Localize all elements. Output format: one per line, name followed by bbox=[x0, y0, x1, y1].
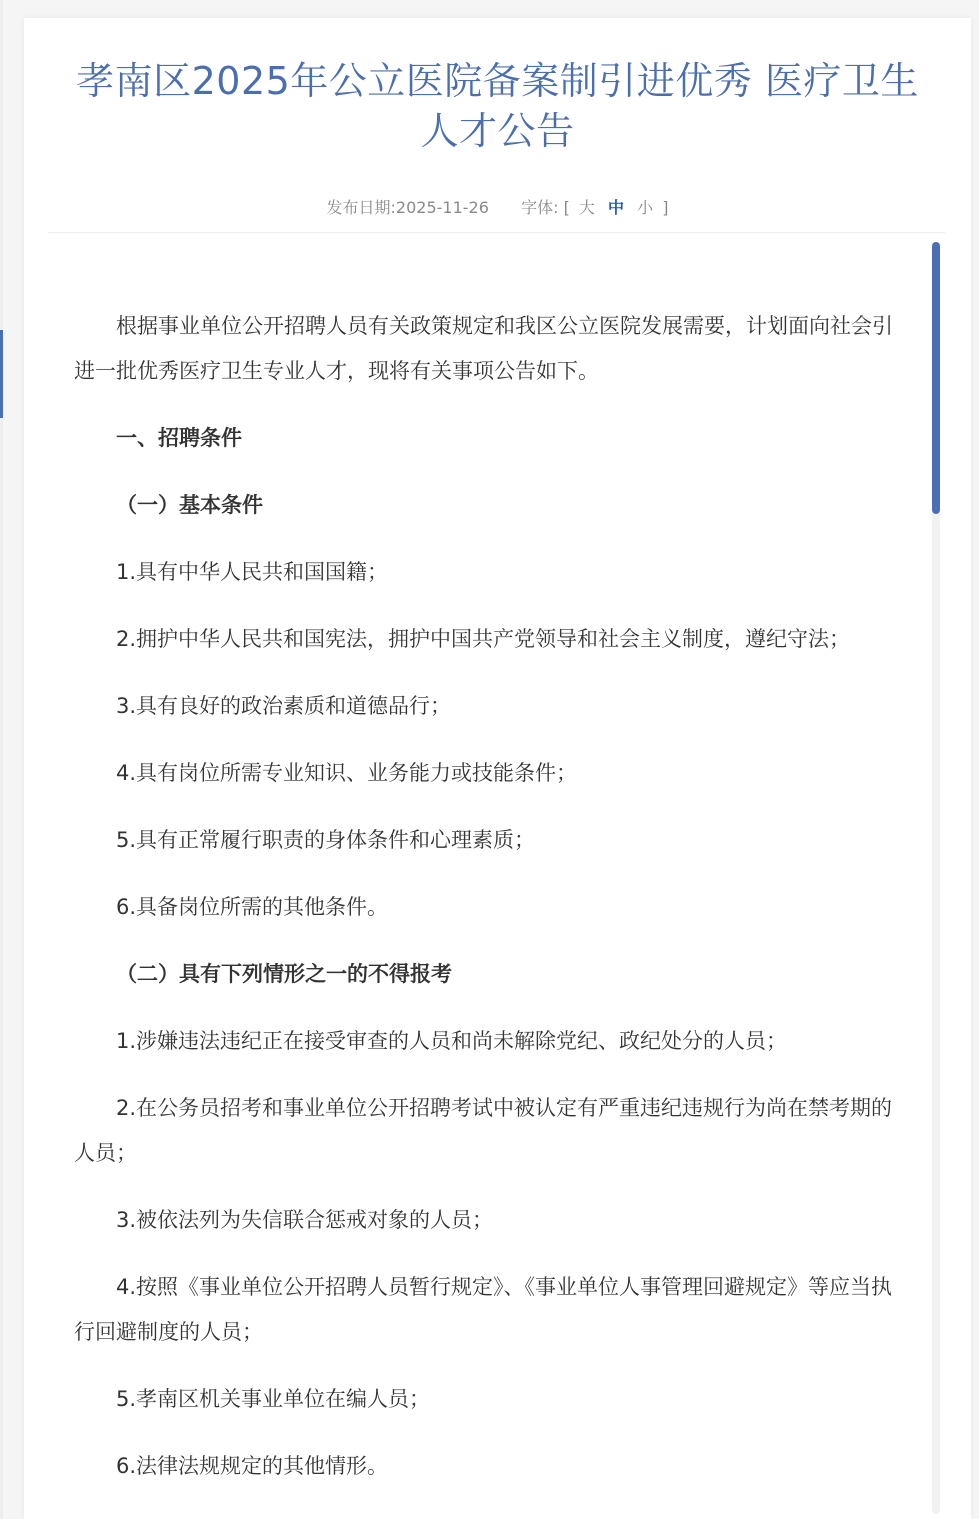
list-item: 1.涉嫌违法违纪正在接受审查的人员和尚未解除党纪、政纪处分的人员； bbox=[116, 1029, 788, 1053]
list-item: 2.拥护中华人民共和国宪法，拥护中国共产党领导和社会主义制度，遵纪守法； bbox=[116, 627, 851, 651]
article-card bbox=[24, 18, 971, 1519]
left-edge-strip bbox=[0, 0, 3, 1519]
font-size-small-button[interactable]: 小 bbox=[637, 198, 654, 217]
publish-date: 2025-11-26 bbox=[395, 198, 489, 217]
list-item: 5.孝南区机关事业单位在编人员； bbox=[116, 1387, 431, 1411]
font-bracket-open: [ bbox=[563, 198, 570, 217]
article-meta bbox=[24, 196, 971, 220]
list-item: 3.被依法列为失信联合惩戒对象的人员； bbox=[116, 1208, 494, 1232]
section-heading: 一、招聘条件 bbox=[116, 426, 242, 450]
header-divider bbox=[48, 232, 945, 233]
article-body bbox=[74, 304, 899, 1489]
scrollbar-thumb[interactable] bbox=[932, 242, 940, 514]
list-item: 4.具有岗位所需专业知识、业务能力或技能条件； bbox=[116, 761, 578, 785]
subsection-heading: （二）具有下列情形之一的不得报考 bbox=[116, 962, 452, 986]
list-item: 6.法律法规规定的其他情形。 bbox=[116, 1454, 389, 1478]
subsection-heading: （一）基本条件 bbox=[116, 493, 263, 517]
publish-date-label: 发布日期: bbox=[326, 198, 396, 217]
list-item: 1.具有中华人民共和国国籍； bbox=[116, 560, 389, 584]
font-size-medium-button[interactable]: 中 bbox=[608, 198, 625, 217]
list-item: 3.具有良好的政治素质和道德品行； bbox=[116, 694, 452, 718]
article-title: 孝南区2025年公立医院备案制引进优秀 医疗卫生人才公告 bbox=[76, 59, 919, 153]
list-item: 5.具有正常履行职责的身体条件和心理素质； bbox=[116, 828, 536, 852]
left-edge-indicator bbox=[0, 330, 3, 418]
list-item: 2.在公务员招考和事业单位公开招聘考试中被认定有严重违纪违规行为尚在禁考期的人员； bbox=[74, 1096, 893, 1165]
font-size-large-button[interactable]: 大 bbox=[578, 198, 595, 217]
font-size-label: 字体: bbox=[521, 198, 559, 217]
list-item: 6.具备岗位所需的其他条件。 bbox=[116, 895, 389, 919]
intro-paragraph: 根据事业单位公开招聘人员有关政策规定和我区公立医院发展需要，计划面向社会引进一批优秀医疗卫生专业人才，现将有关事项公告如下。 bbox=[74, 314, 893, 383]
list-item: 4.按照《事业单位公开招聘人员暂行规定》、《事业单位人事管理回避规定》等应当执行回避制度的人员； bbox=[74, 1275, 893, 1344]
font-bracket-close: ] bbox=[662, 198, 669, 217]
